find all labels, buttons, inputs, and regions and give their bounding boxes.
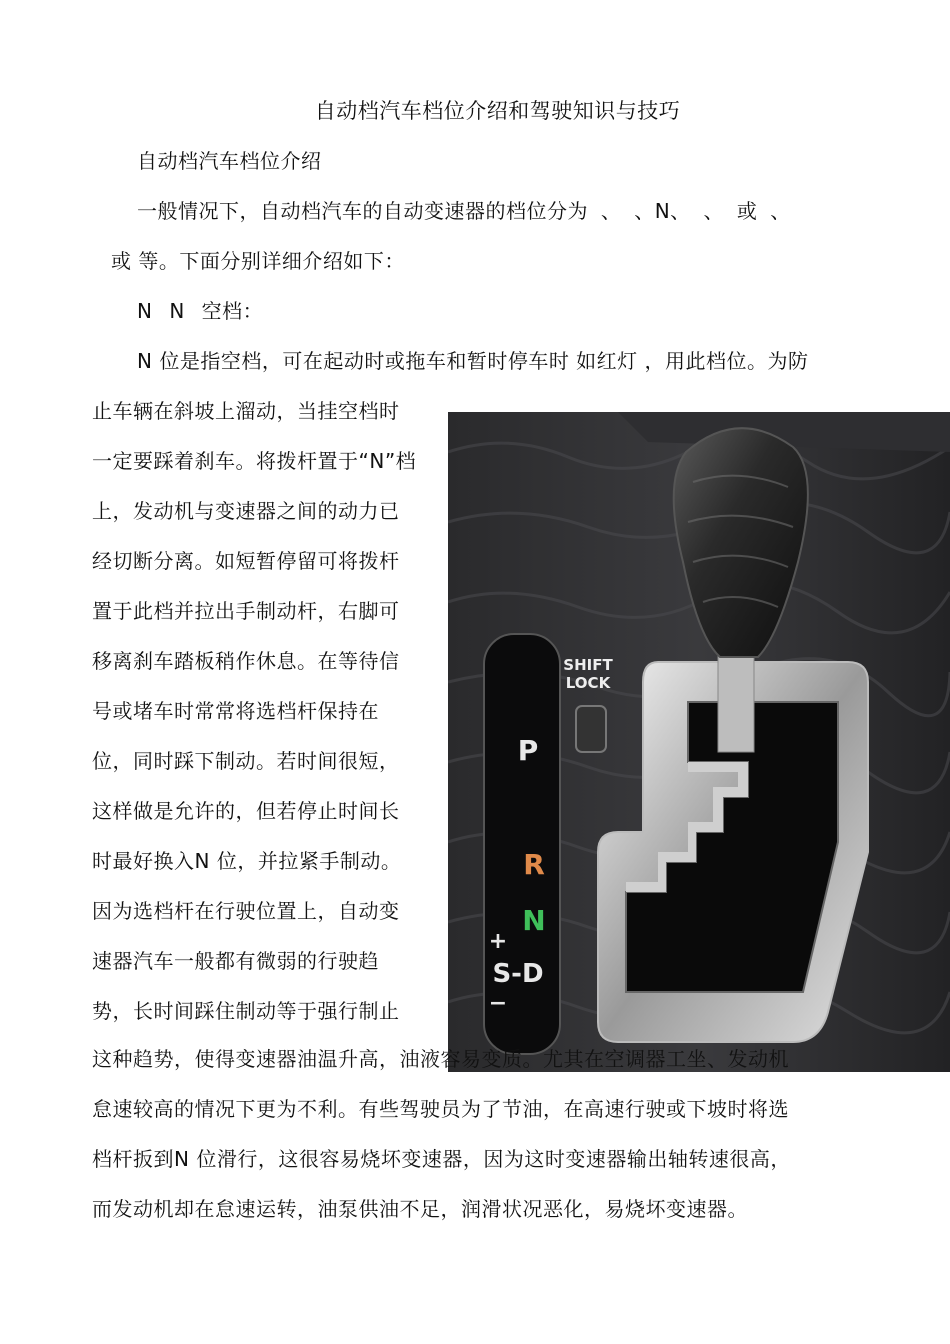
gear-label-n: N <box>522 904 546 937</box>
shift-lock-button <box>576 706 606 752</box>
wrapped-text-line: 上，发动机与变速器之间的动力已 <box>92 499 400 523</box>
intro-line-1: 一般情况下，自动档汽车的自动变速器的档位分为 、 、N、 、 或 、 <box>137 199 791 223</box>
full-text-line: 这种趋势，使得变速器油温升高，油液容易变质。尤其在空调器工坐、发动机 <box>92 1047 789 1071</box>
wrapped-text-line: 势，长时间踩住制动等于强行制止 <box>92 999 400 1023</box>
wrapped-text-line: 经切断分离。如短暂停留可将拨杆 <box>92 549 400 573</box>
full-text-line: 怠速较高的情况下更为不利。有些驾驶员为了节油，在高速行驶或下坡时将选 <box>92 1097 789 1121</box>
wrapped-text-line: 止车辆在斜坡上溜动，当挂空档时 <box>92 399 400 423</box>
section-heading: 自动档汽车档位介绍 <box>137 149 322 173</box>
wrapped-text-line: 置于此档并拉出手制动杆，右脚可 <box>92 599 400 623</box>
gear-label-plus: + <box>488 929 508 954</box>
paragraph-first-line: N 位是指空档，可在起动时或拖车和暂时停车时 如红灯 ，用此档位。为防 <box>137 349 809 373</box>
gear-shifter-photo <box>448 412 950 1072</box>
shift-lock-label-1: SHIFT <box>563 656 613 674</box>
gear-label-sd: S-D <box>492 959 544 989</box>
full-text-line: 而发动机却在怠速运转，油泵供油不足，润滑状况恶化，易烧坏变速器。 <box>92 1197 748 1221</box>
intro-line-2: 或 等。下面分别详细介绍如下： <box>111 249 405 273</box>
wrapped-text-line: 位，同时踩下制动。若时间很短， <box>92 749 400 773</box>
wrapped-text-line: 一定要踩着刹车。将拨杆置于“N”档 <box>92 449 417 473</box>
gear-label-r: R <box>523 848 545 881</box>
shift-lock-label-2: LOCK <box>565 674 611 692</box>
document-title: 自动档汽车档位介绍和驾驶知识与技巧 <box>314 99 681 123</box>
wrapped-text-line: 时最好换入N 位，并拉紧手制动。 <box>92 849 402 873</box>
wrapped-text-line: 这样做是允许的，但若停止时间长 <box>92 799 400 823</box>
sub-heading-neutral: N N 空档： <box>137 299 264 323</box>
wrapped-text-line: 因为选档杆在行驶位置上，自动变 <box>92 899 400 923</box>
gear-label-minus: − <box>488 991 508 1016</box>
wrapped-text-line: 移离刹车踏板稍作休息。在等待信 <box>92 649 400 673</box>
gear-label-p: P <box>517 734 539 767</box>
full-text-line: 档杆扳到N 位滑行，这很容易烧坏变速器，因为这时变速器输出轴转速很高， <box>92 1147 791 1171</box>
wrapped-text-line: 速器汽车一般都有微弱的行驶趋 <box>92 949 379 973</box>
wrapped-text-line: 号或堵车时常常将选档杆保持在 <box>92 699 379 723</box>
